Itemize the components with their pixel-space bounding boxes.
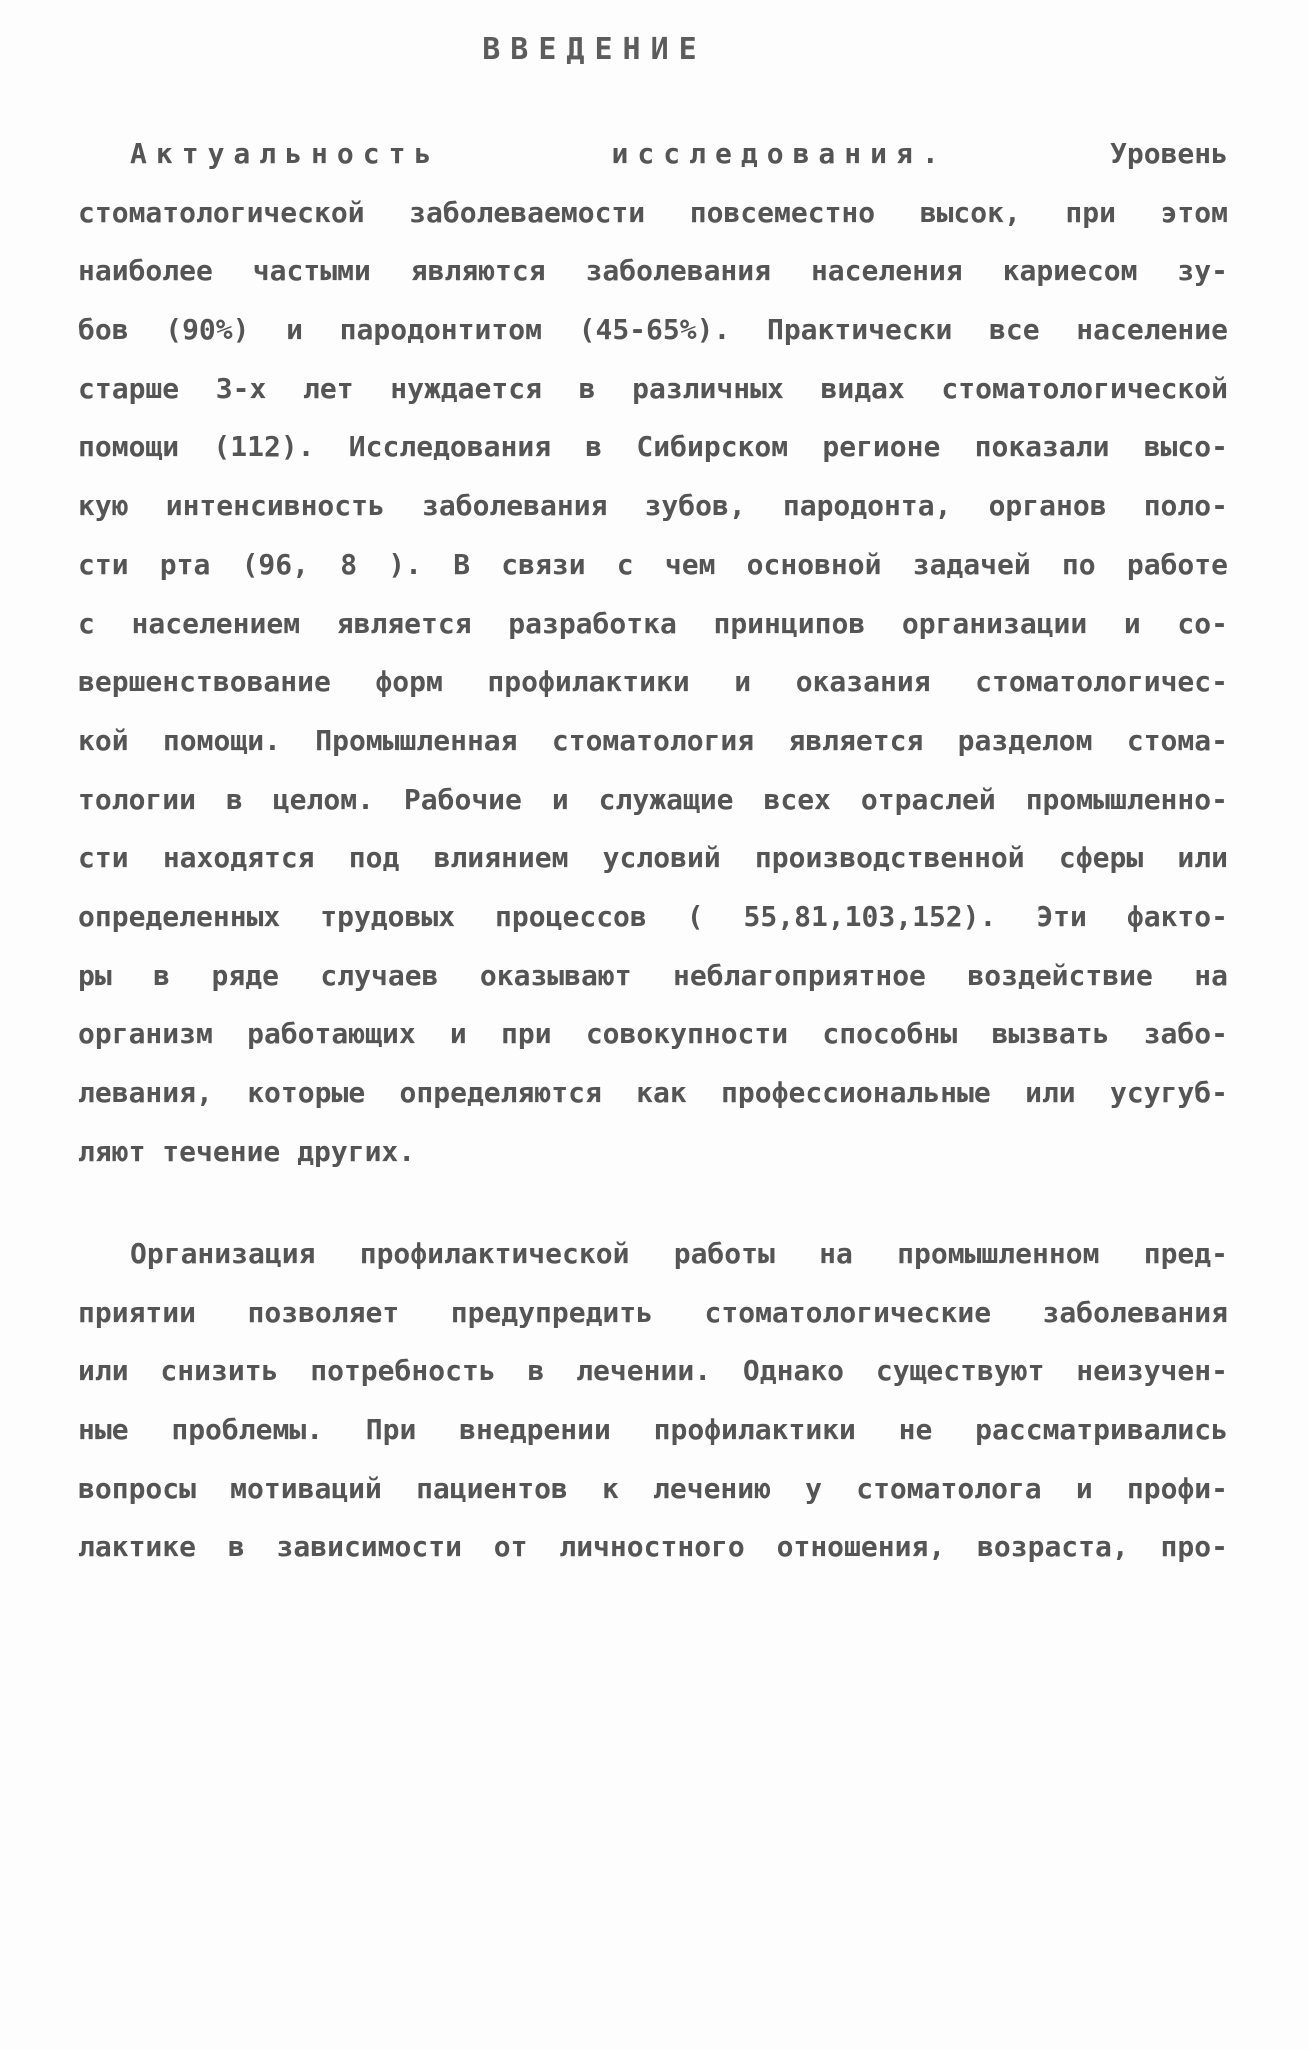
paragraph-prevention <box>78 1225 1228 1577</box>
text-line: или снизить потребность в лечении. Однако существуют неизучен- <box>78 1354 1228 1388</box>
text-line: ляют течение других. <box>78 1134 416 1168</box>
text-line: ры в ряде случаев оказывают неблагоприятное воздействие на <box>78 958 1228 992</box>
section-heading: ВВЕДЕНИЕ <box>482 32 707 67</box>
text-line: вопросы мотиваций пациентов к лечению у стоматолога и профи- <box>78 1471 1228 1505</box>
lead-phrase: Актуальность исследования. <box>130 137 948 170</box>
text-line: кой помощи. Промышленная стоматология является разделом стома- <box>78 723 1228 757</box>
text-line: лактике в зависимости от личностного отношения, возраста, про- <box>78 1530 1228 1564</box>
text-line: определенных трудовых процессов ( 55,81,103,152). Эти факто- <box>78 899 1228 933</box>
text-line: ные проблемы. При внедрении профилактики не рассматривались <box>78 1413 1228 1447</box>
text-line: приятии позволяет предупредить стоматологические заболевания <box>78 1295 1228 1329</box>
text-line: стоматологической заболеваемости повсеместно высок, при этом <box>78 195 1228 229</box>
text-line: с населением является разработка принципов организации и со- <box>78 606 1228 640</box>
text-line: сти находятся под влиянием условий производственной сферы или <box>78 841 1228 875</box>
text-line: вершенствование форм профилактики и оказания стоматологичес- <box>78 665 1228 699</box>
text-line: тологии в целом. Рабочие и служащие всех отраслей промышленно- <box>78 782 1228 816</box>
text-line: бов (90%) и пародонтитом (45-65%). Практически все население <box>78 313 1228 347</box>
text-line: старше 3-х лет нуждается в различных видах стоматологической <box>78 371 1228 405</box>
text-line <box>78 125 1228 184</box>
paragraph-relevance <box>78 125 1228 1181</box>
text-line: сти рта (96, 8 ). В связи с чем основной задачей по работе <box>78 547 1228 581</box>
text-line: левания, которые определяются как профессиональные или усугуб- <box>78 1076 1228 1109</box>
text-line: помощи (112). Исследования в Сибирском регионе показали высо- <box>78 430 1228 464</box>
text-line-part: Уровень <box>1110 137 1229 170</box>
text-line: Организация профилактической работы на промышленном пред- <box>130 1237 1228 1270</box>
text-line: организм работающих и при совокупности способны вызвать забо- <box>78 1017 1228 1051</box>
text-line: наиболее частыми являются заболевания населения кариесом зу- <box>78 254 1228 288</box>
text-line: кую интенсивность заболевания зубов, пародонта, органов поло- <box>78 489 1228 523</box>
